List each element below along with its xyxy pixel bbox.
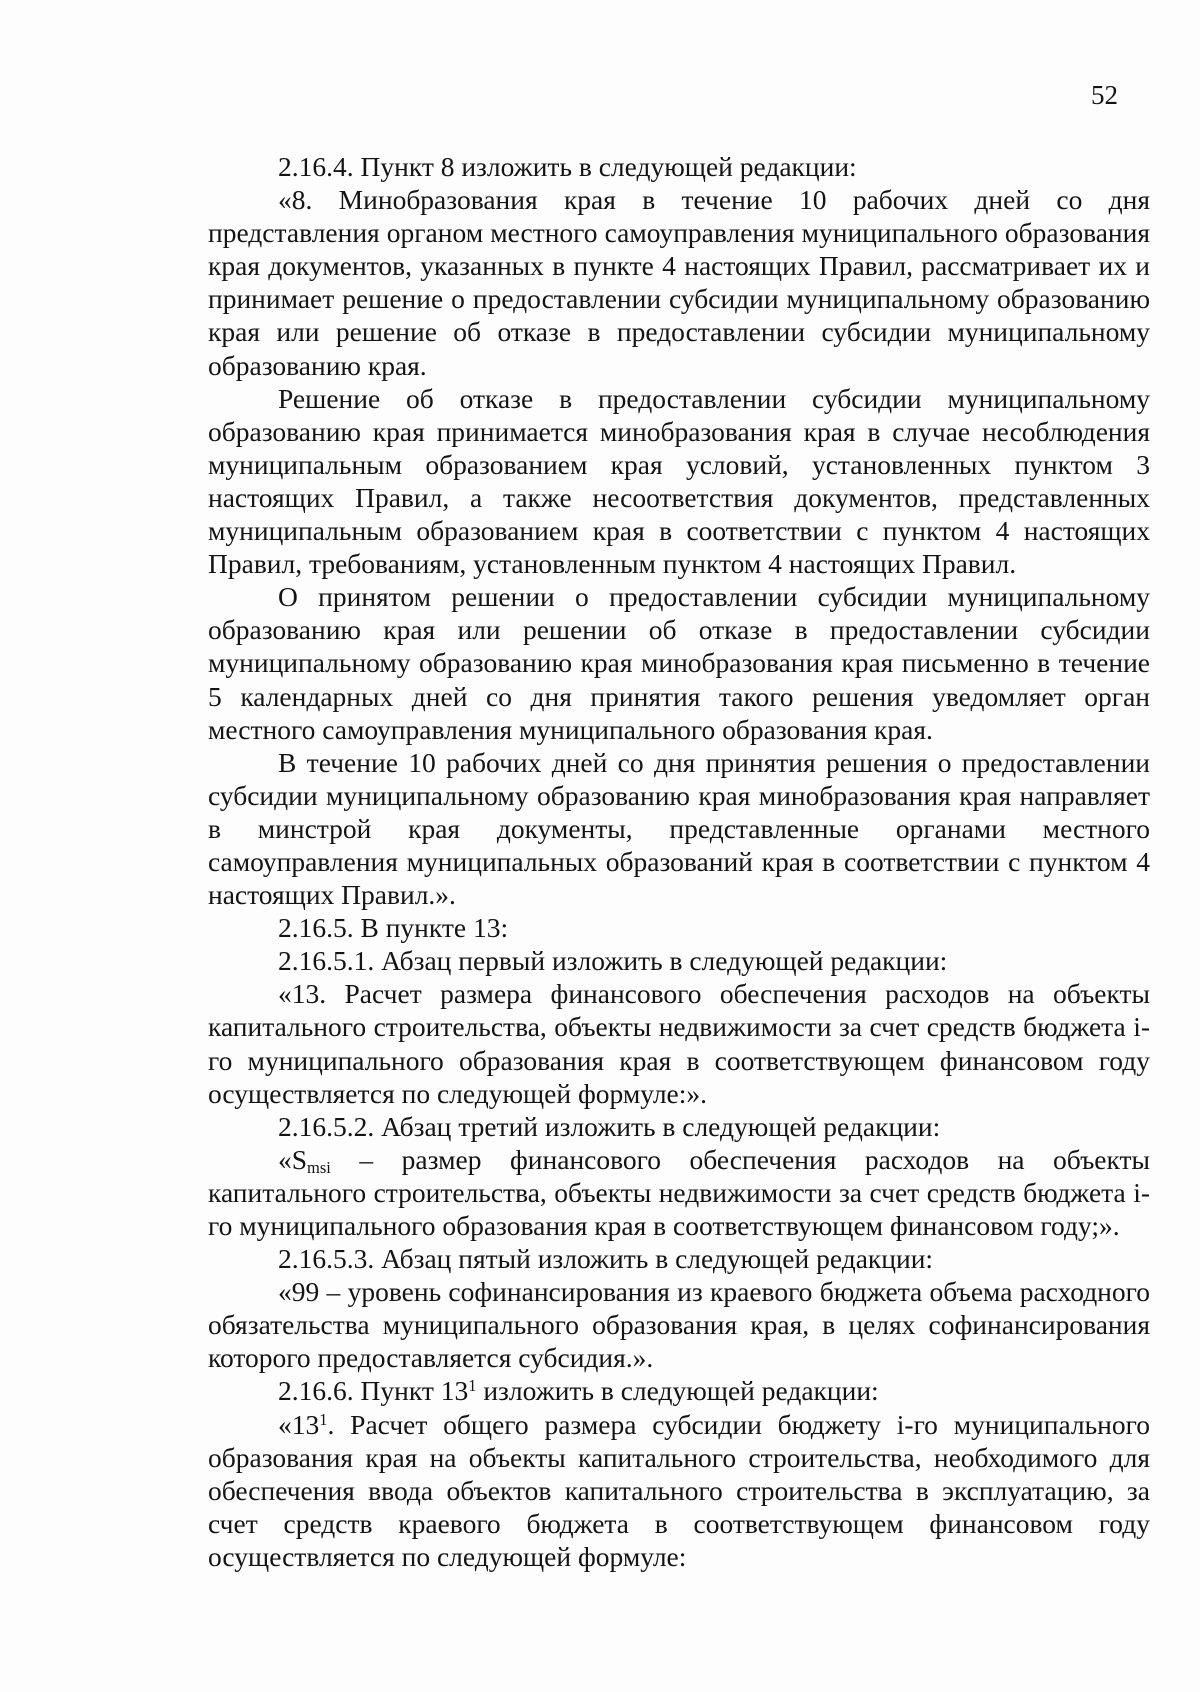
open-quote: «	[278, 1143, 292, 1175]
paragraph-2-16-5: 2.16.5. В пункте 13:	[278, 912, 509, 944]
p14-superscript: 1	[319, 1409, 328, 1429]
paragraph-2-16-6	[208, 1374, 1150, 1407]
paragraph-2-16-4: 2.16.4. Пункт 8 изложить в следующей редакции:	[278, 151, 857, 182]
p13-before: 2.16.6. Пункт 13	[278, 1375, 469, 1407]
p13-superscript: 1	[468, 1376, 477, 1396]
paragraph-notification: О принятом решении о предоставлении субсидии муниципальному образованию края или решении об отказе в предоставлении субсидии муниципальному образованию края минобразования края письменно в течение 5 календарных дней со дня принятия такого решения уведомляет орган местного самоуправления муниципального образования края.	[208, 581, 1150, 745]
p14-before: «13	[278, 1408, 320, 1440]
paragraph-item-13: «13. Расчет размера финансового обеспечения расходов на объекты капитального строительства, объекты недвижимости за счет средств бюджета i-го муниципального образования края в соответствующем финансовом году осуществляется по следующей формуле:».	[208, 978, 1150, 1109]
paragraph-smsi-definition	[208, 1143, 1150, 1242]
paragraph-refusal-decision: Решение об отказе в предоставлении субсидии муниципальному образованию края принимается минобразования края в случае несоблюдения муниципальным образованием края условий, установленных пунктом 3 настоящих Правил, а также несоответствия документов, представленных муниципальным образованием края в соответствии с пунктом 4 настоящих Правил, требованиям, установленным пунктом 4 настоящих Правил.	[208, 382, 1150, 580]
paragraph-2-16-5-1: 2.16.5.1. Абзац первый изложить в следующей редакции:	[278, 945, 948, 977]
paragraph-cofinancing-level: «99 – уровень софинансирования из краевого бюджета объема расходного обязательства муниципального образования края, в целях софинансирования которого предоставляется субсидия.».	[208, 1276, 1150, 1374]
smsi-subscript: msi	[307, 1157, 331, 1177]
paragraph-2-16-5-3: 2.16.5.3. Абзац пятый изложить в следующей редакции:	[278, 1243, 934, 1275]
paragraph-documents-transfer: В течение 10 рабочих дней со дня принятия решения о предоставлении субсидии муниципальному образованию края минобразования края направляет в минстрой края документы, представленные органами местного самоуправления муниципальных образований края в соответствии с пунктом 4 настоящих Правил.».	[208, 746, 1150, 911]
p14-after: . Расчет общего размера субсидии бюджету i-го муниципального образования края на объекты капитального строительства, необходимого для обеспечения ввода объектов капитального строительства в эксплуатацию, за счет средств краевого бюджета в соответствующем финансовом году осуществляется по следующей формуле:	[208, 1408, 1150, 1572]
smsi-text: – размер финансового обеспечения расходов на объекты капитального строительства, объекты недвижимости за счет средств бюджета i-го муниципального образования края в соответствующем финансовом году;».	[208, 1143, 1150, 1241]
page-number: 52	[1091, 80, 1118, 110]
p13-after: изложить в следующей редакции:	[476, 1375, 879, 1407]
smsi-symbol: S	[291, 1143, 308, 1175]
document-body	[208, 150, 1150, 1573]
paragraph-2-16-5-2: 2.16.5.2. Абзац третий изложить в следующей редакции:	[278, 1110, 941, 1142]
paragraph-item-13-1	[208, 1408, 1150, 1573]
paragraph-item-8: «8. Минобразования края в течение 10 рабочих дней со дня представления органом местного самоуправления муниципального образования края документов, указанных в пункте 4 настоящих Правил, рассматривает их и принимает решение о предоставлении субсидии муниципальному образованию края или решение об отказе в предоставлении субсидии муниципальному образованию края.	[208, 184, 1150, 381]
